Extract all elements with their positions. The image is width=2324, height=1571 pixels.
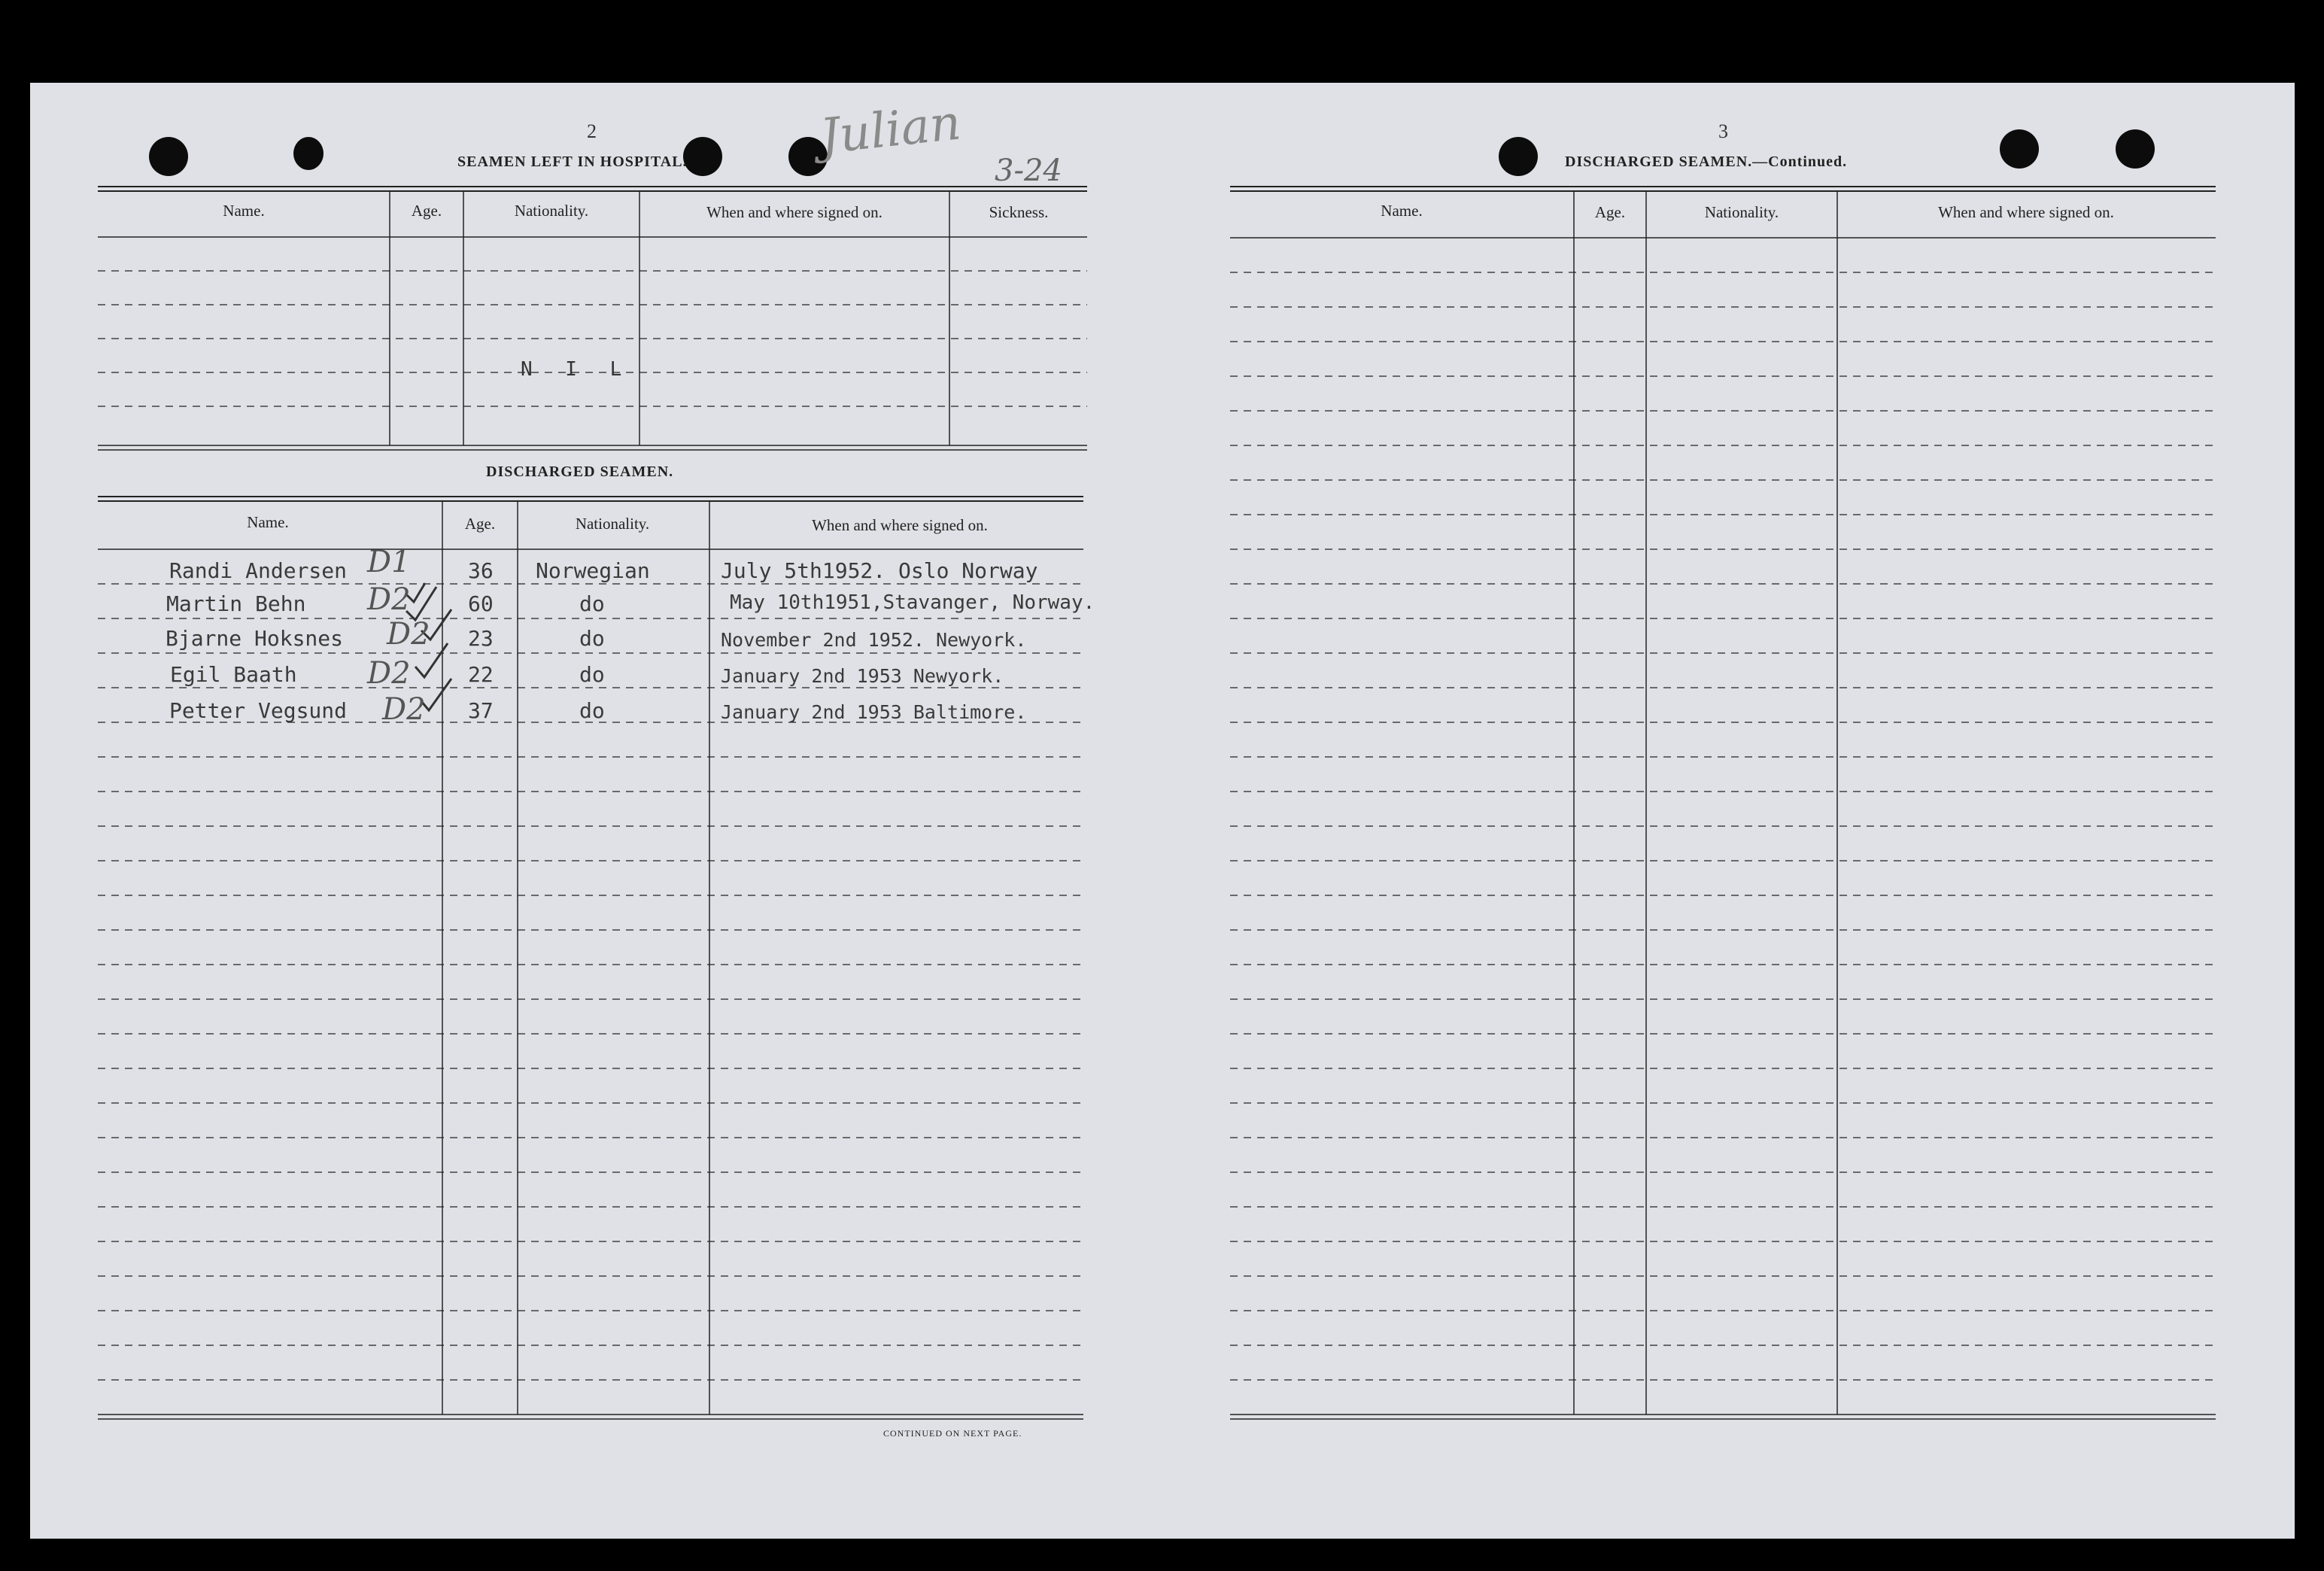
right-page-title: DISCHARGED SEAMEN.—Continued. xyxy=(1565,153,1848,170)
continued-col-signed-on: When and where signed on. xyxy=(1938,203,2114,221)
continued-footer: CONTINUED ON NEXT PAGE. xyxy=(883,1428,1022,1439)
hospital-col-age: Age. xyxy=(411,202,442,220)
discharge-mark: D2 xyxy=(367,656,411,691)
seaman-name: Petter Vegsund xyxy=(169,698,348,723)
document-sheet xyxy=(30,83,2295,1539)
seaman-age: 23 xyxy=(468,626,494,651)
discharge-mark: D2 xyxy=(382,692,426,727)
discharged-section-title: DISCHARGED SEAMEN. xyxy=(486,463,674,480)
seaman-signed-on: May 10th1951,Stavanger, Norway. xyxy=(730,591,1095,614)
continued-col-nationality: Nationality. xyxy=(1704,203,1779,221)
handwritten-code: 3-24 xyxy=(995,153,1062,188)
seaman-name: Martin Behn xyxy=(166,591,306,616)
hospital-col-signed-on: When and where signed on. xyxy=(706,203,883,221)
seaman-nationality: do xyxy=(579,662,605,687)
seaman-nationality: do xyxy=(579,698,605,723)
discharged-col-age: Age. xyxy=(464,515,496,533)
page-number-left: 2 xyxy=(587,120,597,142)
hospital-col-sickness: Sickness. xyxy=(989,203,1049,221)
seaman-nationality: do xyxy=(579,626,605,651)
discharged-col-signed-on: When and where signed on. xyxy=(812,516,988,534)
hospital-nil-entry: N I L xyxy=(521,358,633,381)
hospital-section-title: SEAMEN LEFT IN HOSPITAL. xyxy=(457,153,688,170)
seaman-name: Bjarne Hoksnes xyxy=(166,626,344,651)
discharged-col-nationality: Nationality. xyxy=(575,515,650,533)
seaman-age: 37 xyxy=(468,698,494,723)
continued-col-age: Age. xyxy=(1594,203,1626,221)
discharged-col-name: Name. xyxy=(247,513,289,531)
hospital-col-nationality: Nationality. xyxy=(514,202,589,220)
continued-col-name: Name. xyxy=(1381,202,1423,220)
seaman-nationality: do xyxy=(579,591,605,616)
seaman-signed-on: January 2nd 1953 Baltimore. xyxy=(721,701,1027,723)
seaman-age: 60 xyxy=(468,591,494,616)
seaman-signed-on: July 5th1952. Oslo Norway xyxy=(721,558,1038,583)
discharge-mark: D1 xyxy=(367,545,411,579)
seaman-age: 36 xyxy=(468,558,494,583)
seaman-signed-on: January 2nd 1953 Newyork. xyxy=(721,665,1004,687)
page-number-right: 3 xyxy=(1718,120,1728,142)
discharge-mark: D2 xyxy=(387,617,430,652)
seaman-name: Egil Baath xyxy=(170,662,297,687)
handwritten-name: Julian xyxy=(817,95,964,166)
seaman-age: 22 xyxy=(468,662,494,687)
hospital-col-name: Name. xyxy=(223,202,265,220)
seaman-signed-on: November 2nd 1952. Newyork. xyxy=(721,629,1027,651)
discharge-mark: D2 xyxy=(367,582,411,617)
seaman-nationality: Norwegian xyxy=(536,558,650,583)
form-ruling xyxy=(30,83,2295,1539)
seaman-name: Randi Andersen xyxy=(169,558,348,583)
